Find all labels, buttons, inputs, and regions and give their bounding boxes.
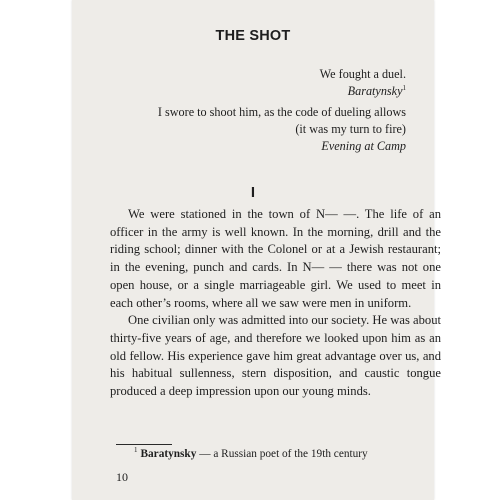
footnote-divider xyxy=(116,444,172,445)
epigraph-2 xyxy=(156,104,406,155)
epigraph-2-author: Evening at Camp xyxy=(321,139,406,153)
page-number: 10 xyxy=(116,470,128,484)
footnote xyxy=(134,448,368,460)
body-text xyxy=(110,206,441,401)
footnote-term: Baratynsky xyxy=(140,448,197,460)
epigraph-2-text: I swore to shoot him, as the code of dueling allows (it was my turn to fire) xyxy=(157,105,406,136)
book-page xyxy=(72,0,441,500)
paragraph: One civilian only was admitted into our society. He was about thirty-five years of age, and therefore we looked upon him as an old fellow. His experience gave him great advantage over us, and his habitual sullenness, stern disposition, and caustic tongue produced a deep impression upon our young minds. xyxy=(110,313,441,399)
epigraph-1-author-name: Baratynsky xyxy=(347,84,403,98)
epigraph-1-author xyxy=(156,83,406,100)
story-title: THE SHOT xyxy=(215,28,291,44)
footnote-text: — a Russian poet of the 19th century xyxy=(196,448,368,460)
chapter-number: I xyxy=(250,184,256,201)
footnote-reference: 1 xyxy=(402,83,406,92)
epigraph xyxy=(156,66,406,159)
paragraph: We were stationed in the town of N— —. The life of an officer in the army is well known. In the morning, drill and the riding school; dinner with the Colonel or at a Jewish restaurant; in the evening, punch and cards. In N— — there was not one open house, or a single marriageable girl. We used to meet in each other’s rooms, where all we saw were men in uniform. xyxy=(110,207,441,310)
footnote-mark: 1 xyxy=(134,446,138,455)
epigraph-1-text: We fought a duel. xyxy=(319,67,406,81)
epigraph-1 xyxy=(156,66,406,100)
